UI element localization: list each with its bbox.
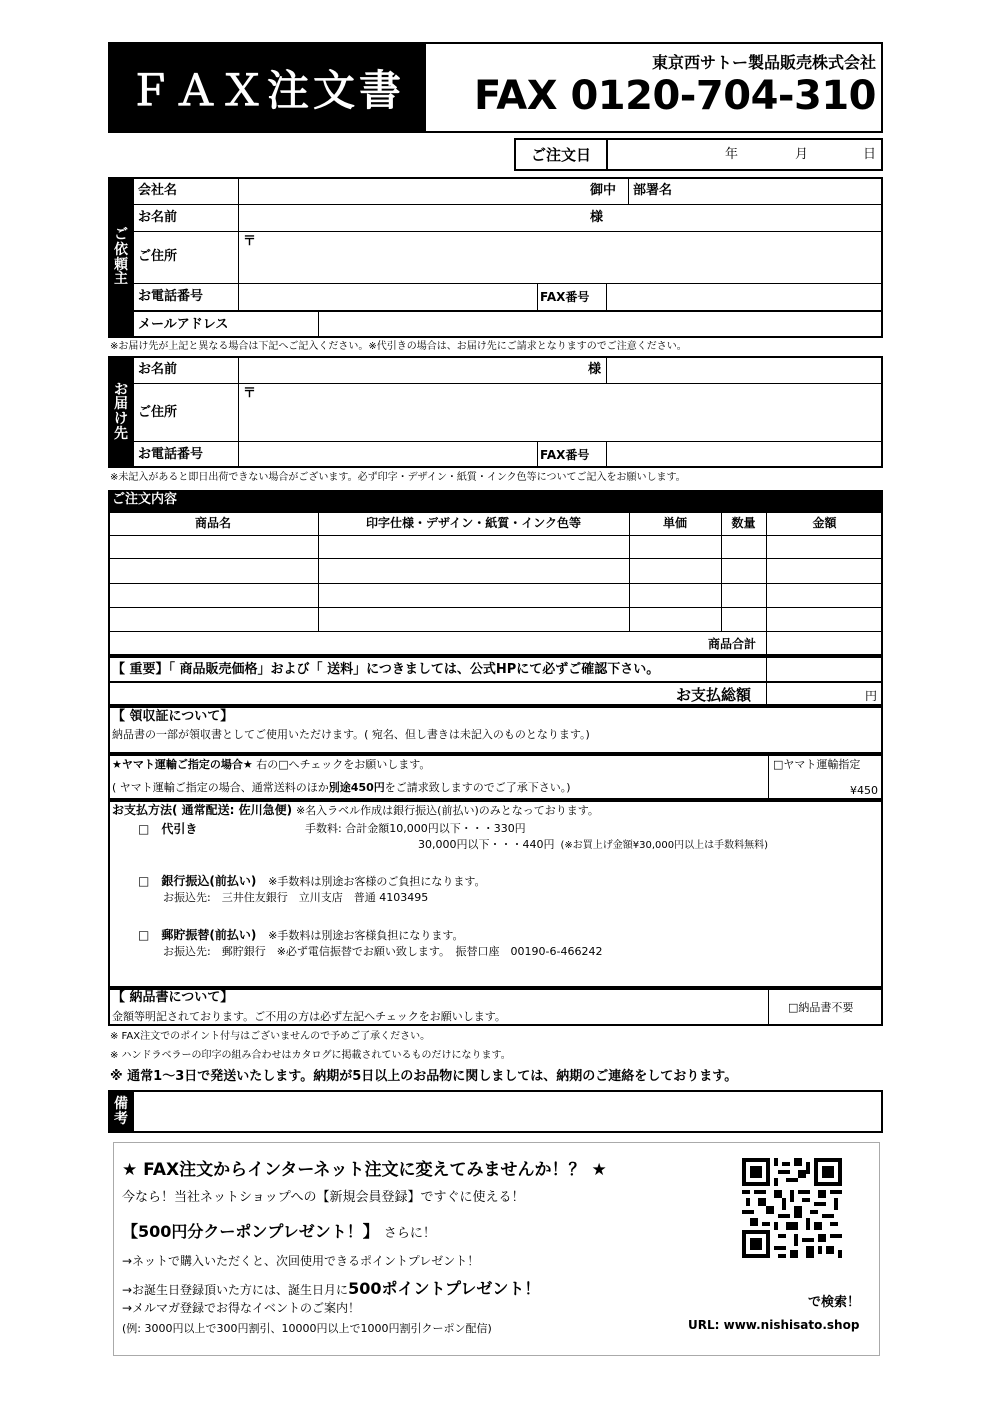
col-header-spec: 印字仕様・デザイン・紙質・インク色等 [366,516,581,530]
bank-option[interactable]: □ 銀行振込(前払い) [138,874,257,888]
qr-code-icon[interactable] [742,1158,842,1258]
delivery-sama-suffix: 様 [588,362,602,377]
postal-note: ※手数料は別途お客様負担になります。 [268,929,464,942]
promo-bullet-1: →ネットで購入いただくと、次回使用できるポイントプレゼント！ [122,1254,480,1268]
address-label: ご住所 [138,249,178,264]
items-note: ※未記入があると即日出荷できない場合がございます。必ず印字・デザイン・紙質・インク色等についてご記入をお願いします。 [110,472,686,483]
bank-destination: お振込先: 三井住友銀行 立川支店 普通 4103495 [163,891,429,904]
onchu-suffix: 御中 [590,183,617,198]
bank-note: ※手数料は別途お客様のご負担になります。 [268,875,486,888]
requester-side-label: ご 依 頼 主 [108,177,134,338]
delivery-postal-mark: 〒 [243,386,257,401]
promo-bullet-4: (例: 3000円以上で300円割引、10000円以上で1000円割引クーポン配信) [122,1322,492,1335]
yamato-price: ¥450 [850,784,878,797]
col-header-quantity: 数量 [731,516,756,530]
bank-line [138,874,485,888]
delivery-fax-label: FAX番号 [540,448,590,462]
yamato-checkbox[interactable]: □ヤマト運輸指定 [773,758,861,771]
payment-title: お支払方法( 通常配送: 佐川急便) [112,803,293,817]
yamato-line1 [112,758,430,771]
postal-destination: お振込先: 郵貯銀行 ※必ず電信振替でお願い致します。 振替口座 00190-6-466242 [163,945,603,958]
yamato-title: ★ヤマト運輸ご指定の場合★ [112,758,253,771]
dept-label: 部署名 [633,183,673,198]
subtotal-label: 商品合計 [708,637,757,651]
promo-url[interactable]: URL: www.nishisato.shop [688,1318,860,1332]
promo-bullet-2: →お誕生日登録頂いた方には、誕生日月に500ポイントプレゼント！ [122,1279,541,1298]
cod-option[interactable]: □ 代引き [138,822,198,836]
cod-fee-1: 手数料: 合計金額10,000円以下・・・330円 [305,822,526,835]
delivery-note: ※お届け先が上記と異なる場合は下記へご記入ください。※代引きの場合は、お届け先にご請求となりますのでご注意ください。 [110,341,687,352]
name-input[interactable] [240,205,580,230]
col-header-product: 商品名 [194,516,231,530]
yamato-extra-fee: 別途450円 [328,781,385,794]
fax-number: FAX 0120-704-310 [474,73,876,119]
email-label: メールアドレス [138,317,229,332]
payment-title-line [112,803,599,817]
items-section-label: ご注文内容 [112,492,178,507]
order-date-year[interactable]: 年 [725,147,739,162]
yamato-line2: ( ヤマト運輸ご指定の場合、通常送料のほか別途450円をご請求致しますのでご了承下さい。) [112,781,571,794]
invoice-text: 金額等明記されております。ご不用の方は必ず左記へチェックをお願いします。 [112,1010,506,1023]
order-date-label: ご注文日 [530,146,591,164]
email-input[interactable] [320,312,880,336]
company-label: 会社名 [138,183,178,198]
sama-suffix: 様 [590,210,604,225]
promo-bullet-3: →メルマガ登録でお得なイベントのご案内！ [122,1301,361,1315]
total-box [108,683,883,706]
invoice-title: 【 納品書について】 [112,990,234,1005]
remarks-label: 備 考 [108,1090,134,1133]
delivery-address-label: ご住所 [138,405,178,420]
note-points: ※ FAX注文でのポイント付与はございませんので予めご了承ください。 [110,1031,431,1042]
promo-coupon-more: さらに！ [383,1226,436,1241]
promo-coupon-line [122,1219,436,1242]
fax-label: FAX番号 [540,290,590,304]
promo-line1: 今なら！当社ネットショップへの【新規会員登録】ですぐに使える！ [122,1190,525,1205]
total-label: お支払総額 [676,686,752,704]
promo-coupon: 【500円分クーポンプレゼント！】 [122,1222,379,1241]
payment-title-note: ※名入ラベル作成は銀行振込(前払い)のみとなっております。 [295,804,599,817]
postal-mark: 〒 [243,234,257,249]
invoice-checkbox[interactable]: □納品書不要 [788,1001,854,1014]
postal-option[interactable]: □ 郵貯振替(前払い) [138,928,257,942]
delivery-name-label: お名前 [138,362,178,377]
note-labeler: ※ ハンドラベラーの印字の組み合わせはカタログに掲載されているものだけになります。 [110,1050,511,1061]
col-header-unit-price: 単価 [662,516,687,530]
yamato-instruction: 右の□へチェックをお願いします。 [256,758,431,771]
company-name: 東京西サトー製品販売株式会社 [651,53,876,72]
remarks-box[interactable] [108,1090,883,1133]
receipt-text: 納品書の一部が領収書としてご使用いただけます。( 宛名、但し書きは未記入のものとなります。) [112,728,590,741]
important-note: 【 重要】「 商品販売価格」および「 送料」につきましては、公式HPにて必ずご確認下さい。 [112,662,660,677]
phone-label: お電話番号 [138,289,204,304]
total-yen: 円 [865,689,878,703]
col-header-amount: 金額 [812,516,837,530]
promo-birthday-points: 500ポイントプレゼント！ [348,1279,541,1298]
cod-fee-2: 30,000円以下・・・440円 (※お買上げ金額¥30,000円以上は手数料無料) [418,838,769,851]
order-date-day[interactable]: 日 [863,147,877,162]
promo-search: で検索！ [808,1295,861,1310]
cod-fee-note: (※お買上げ金額¥30,000円以上は手数料無料) [560,840,769,851]
delivery-box [108,356,883,468]
note-shipping: ※ 通常1～3日で発送いたします。納期が5日以上のお品物に関しましては、納期のご連絡をしております。 [110,1069,738,1084]
company-input[interactable] [240,178,580,203]
name-label: お名前 [138,210,178,225]
receipt-title: 【 領収証について】 [112,709,234,724]
promo-headline: ★ FAX注文からインターネット注文に変えてみませんか！？ ★ [122,1160,607,1180]
postal-line [138,928,463,942]
items-section-bar [108,490,883,511]
delivery-side-label: お 届 け 先 [108,356,134,468]
order-date-month[interactable]: 月 [795,147,809,162]
delivery-phone-label: お電話番号 [138,447,204,462]
form-title: ＦＡＸ注文書 [108,42,426,133]
